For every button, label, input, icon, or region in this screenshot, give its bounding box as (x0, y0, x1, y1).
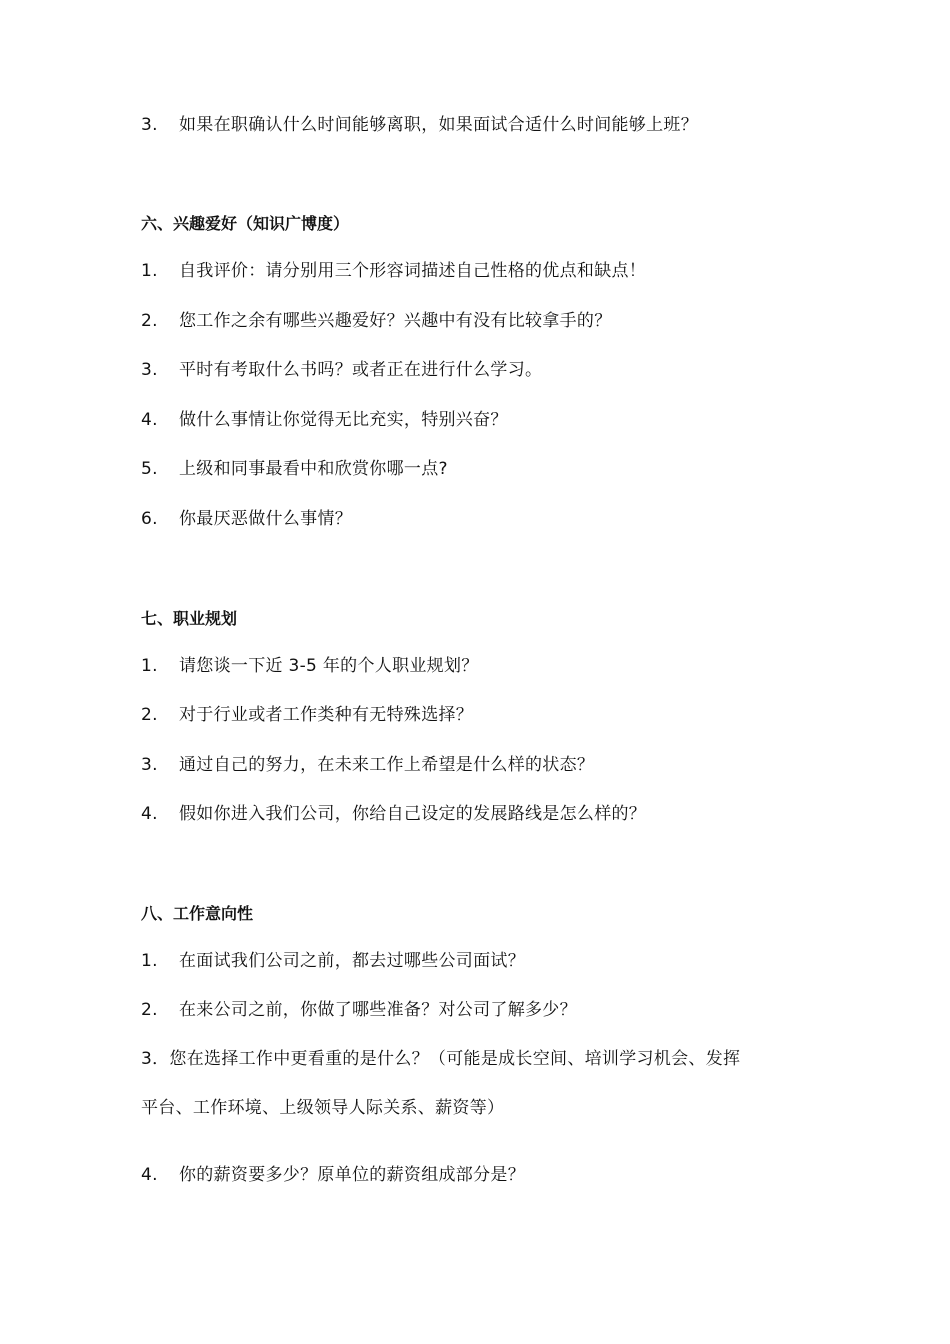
item-number: 3. (141, 115, 158, 135)
question-item (141, 655, 479, 677)
item-number: 2. (141, 1000, 158, 1020)
item-number: 1. (141, 261, 158, 281)
question-item (141, 803, 646, 825)
question-item (141, 1164, 525, 1186)
question-item (141, 458, 448, 480)
item-text: 请您谈一下近 3-5 年的个人职业规划？ (179, 656, 479, 676)
question-item (141, 260, 646, 282)
item-number: 4. (141, 1165, 158, 1185)
item-number: 2. (141, 311, 158, 331)
question-item (141, 999, 577, 1021)
item-text: 您工作之余有哪些兴趣爱好？兴趣中有没有比较拿手的？ (179, 311, 612, 331)
item-text: 如果在职确认什么时间能够离职，如果面试合适什么时间能够上班？ (179, 115, 698, 135)
item-text: 您在选择工作中更看重的是什么？（可能是成长空间、培训学习机会、发挥 (169, 1049, 741, 1069)
question-item (141, 754, 594, 776)
section-heading-interests: 六、兴趣爱好（知识广博度） (141, 214, 350, 233)
item-number: 6. (141, 509, 158, 529)
section-heading-career: 七、职业规划 (141, 609, 238, 628)
item-text: 做什么事情让你觉得无比充实，特别兴奋？ (179, 410, 508, 430)
item-text: 平时有考取什么书吗？或者正在进行什么学习。 (179, 360, 543, 380)
question-item (141, 508, 352, 530)
question-item (141, 409, 508, 431)
item-number: 1. (141, 656, 158, 676)
question-item (141, 114, 698, 136)
item-text: 上级和同事最看中和欣赏你哪一点? (179, 459, 448, 479)
question-item (141, 310, 612, 332)
item-text: 对于行业或者工作类种有无特殊选择？ (179, 705, 474, 725)
item-text: 你的薪资要多少？原单位的薪资组成部分是？ (179, 1165, 525, 1185)
item-text: 在来公司之前，你做了哪些准备？对公司了解多少？ (179, 1000, 577, 1020)
question-item (141, 1048, 740, 1070)
item-number: 4. (141, 804, 158, 824)
item-text: 在面试我们公司之前，都去过哪些公司面试？ (179, 951, 525, 971)
item-text: 自我评价：请分别用三个形容词描述自己性格的优点和缺点！ (179, 261, 647, 281)
item-text: 假如你进入我们公司，你给自己设定的发展路线是怎么样的？ (179, 804, 647, 824)
item-number: 3. (141, 755, 158, 775)
item-text: 通过自己的努力，在未来工作上希望是什么样的状态？ (179, 755, 595, 775)
section-heading-intention: 八、工作意向性 (141, 904, 254, 923)
item-number: 5. (141, 459, 158, 479)
item-number: 3. (141, 360, 158, 380)
item-number: 4. (141, 410, 158, 430)
question-item (141, 359, 542, 381)
item-number: 2. (141, 705, 158, 725)
item-number: 1. (141, 951, 158, 971)
question-item (141, 950, 525, 972)
question-item (141, 704, 473, 726)
question-item-continuation: 平台、工作环境、上级领导人际关系、薪资等） (141, 1098, 505, 1118)
item-number: 3． (141, 1049, 170, 1069)
item-text: 你最厌恶做什么事情？ (179, 509, 352, 529)
